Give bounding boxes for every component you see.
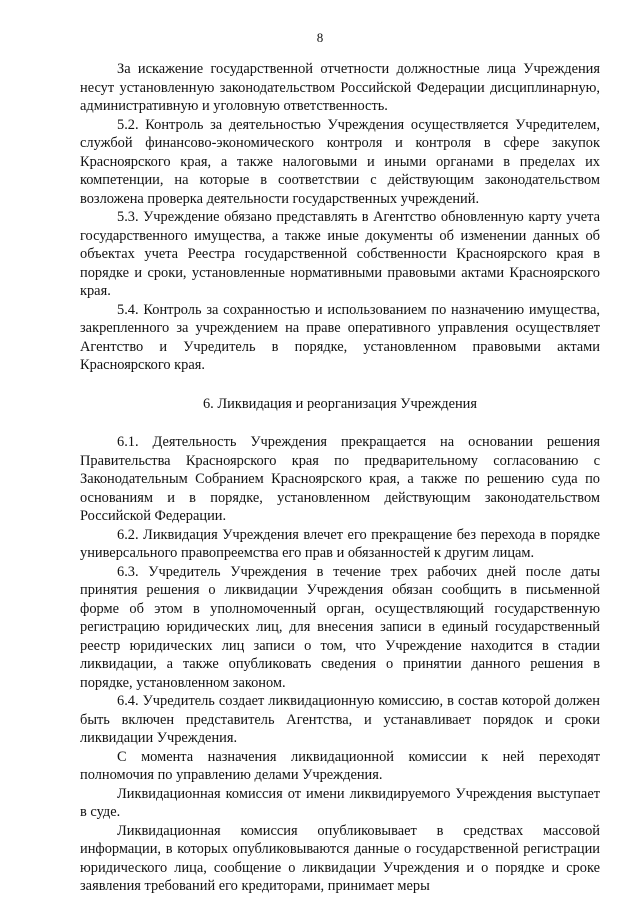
paragraph-5-4: 5.4. Контроль за сохранностью и использованием по назначению имущества, закрепленного за учреждением на праве оперативного управления осуществляет Агентство и Учредитель в порядке, установленном правовыми актами Красноярского края. (80, 301, 600, 373)
paragraph-5-3: 5.3. Учреждение обязано представлять в Агентство обновленную карту учета государственного имущества, а также иные документы об изменении данных об объектах учета Реестра государственной собственности Красноярского края в порядке и сроки, установленные нормативными правовыми актами Красноярского края. (80, 209, 600, 299)
paragraph: С момента назначения ликвидационной комиссии к ней переходят полномочия по управлению делами Учреждения. (80, 748, 600, 783)
paragraph-6-3: 6.3. Учредитель Учреждения в течение трех рабочих дней после даты принятия решения о ликвидации Учреждения обязан сообщить в письменной форме об этом в уполномоченный орган, осуществляющий государственную регистрацию юридических лиц, для внесения записи в единый государственный реестр юридических лиц записи о том, что Учреждение находится в стадии ликвидации, а также опубликовать сведения о принятии данного решения в порядке, установленном законом. (80, 563, 600, 691)
paragraph: За искажение государственной отчетности должностные лица Учреждения несут установленную законодательством Российской Федерации дисциплинарную, административную и уголовную ответственность. (80, 61, 600, 114)
paragraph: Ликвидационная комиссия от имени ликвидируемого Учреждения выступает в суде. (80, 785, 600, 820)
paragraph-6-2: 6.2. Ликвидация Учреждения влечет его прекращение без перехода в порядке универсального правопреемства его прав и обязанностей к другим лицам. (80, 526, 600, 561)
paragraph-6-4: 6.4. Учредитель создает ликвидационную комиссию, в состав которой должен быть включен представитель Агентства, и устанавливает порядок и сроки ликвидации Учреждения. (80, 693, 600, 746)
paragraph: Ликвидационная комиссия опубликовывает в средствах массовой информации, в которых опубликовываются данные о государственной регистрации юридического лица, сообщение о ликвидации Учреждения и о порядке и сроке заявления требований его кредиторами, принимает меры (80, 822, 600, 894)
page-number: 8 (316, 30, 324, 45)
section-heading: 6. Ликвидация и реорганизация Учреждения (202, 395, 477, 412)
paragraph-6-1: 6.1. Деятельность Учреждения прекращается на основании решения Правительства Красноярского края по предварительному согласованию с Законодательным Собранием Красноярского края, а также по решению суда по основаниям и в порядке, установленном действующим законодательством Российской Федерации. (80, 434, 600, 524)
document-body (80, 60, 600, 896)
paragraph-5-2: 5.2. Контроль за деятельностью Учреждения осуществляется Учредителем, службой финансово-экономического контроля и контроля в сфере закупок Красноярского края, а также налоговыми и иными органами в пределах их компетенции, на которые в соответствии с действующим законодательством возложена проверка деятельности государственных учреждений. (80, 116, 600, 207)
